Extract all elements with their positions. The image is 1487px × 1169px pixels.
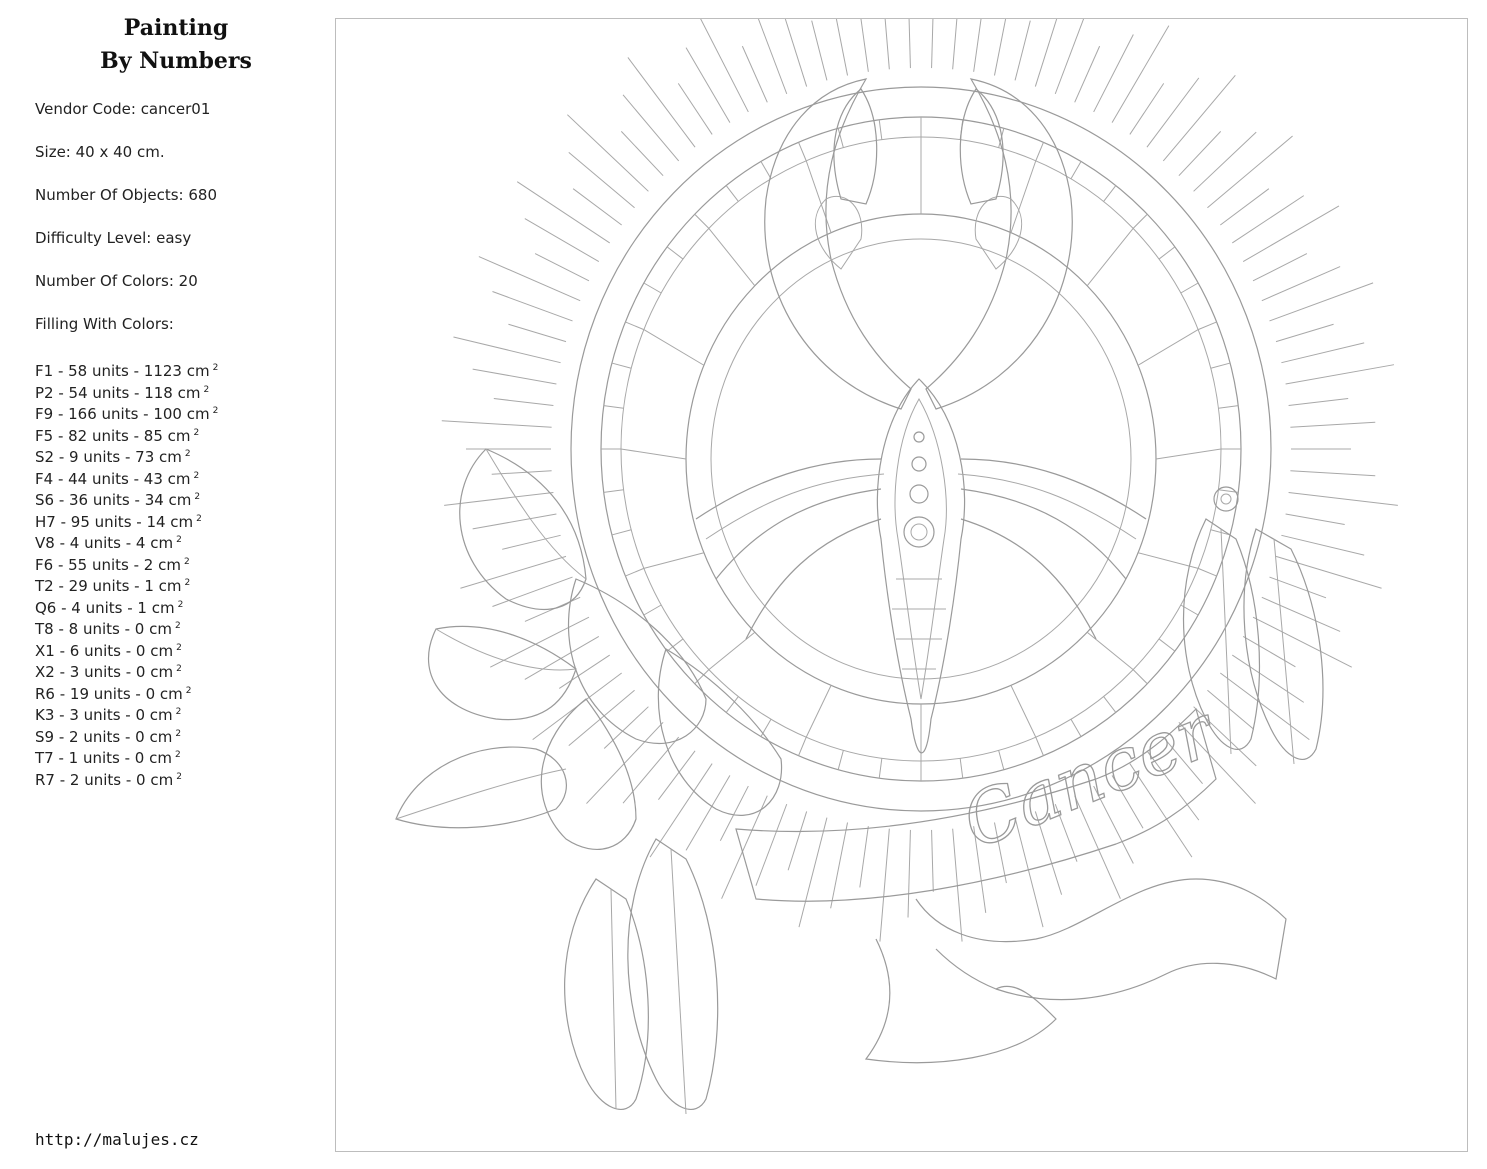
color-item	[35, 724, 218, 746]
sun-ray	[1207, 136, 1292, 208]
sun-ray	[1253, 617, 1352, 667]
filling-heading: Filling With Colors:	[35, 315, 174, 333]
sun-ray	[473, 369, 557, 384]
website-link[interactable]: http://malujes.cz	[35, 1130, 199, 1149]
sun-ray	[460, 556, 566, 588]
size-info: Size: 40 x 40 cm.	[35, 143, 165, 161]
wheel-spoke	[1087, 228, 1133, 285]
wheel-tick	[1159, 639, 1175, 651]
wheel-tick	[1104, 186, 1116, 202]
wheel-spoke	[1087, 632, 1133, 669]
sun-ray	[1286, 514, 1345, 525]
sun-ray	[453, 337, 560, 363]
sun-ray	[1243, 206, 1339, 262]
wheel-spoke	[709, 632, 755, 669]
wheel-tick	[726, 186, 738, 202]
sun-ray	[621, 131, 663, 175]
color-item-unit-exponent: 2	[212, 363, 219, 373]
sun-ray	[1015, 21, 1030, 81]
sun-ray	[1232, 196, 1304, 243]
wheel-tick	[1036, 142, 1044, 160]
sun-ray	[974, 19, 986, 72]
color-item-label: F6 - 55 units - 2 cm	[35, 555, 181, 574]
color-item-unit-exponent: 2	[175, 707, 182, 717]
color-item	[35, 659, 218, 681]
leaves-left	[396, 449, 782, 849]
sun-ray	[559, 655, 609, 688]
sun-ray	[686, 775, 730, 850]
sun-ray	[567, 115, 648, 192]
color-item	[35, 573, 218, 595]
sun-ray	[831, 823, 848, 909]
sun-ray	[628, 57, 695, 147]
sun-ray	[678, 83, 712, 134]
color-item-unit-exponent: 2	[175, 728, 182, 739]
wheel-tick	[1198, 568, 1216, 576]
banner-text: Cancer	[950, 688, 1226, 865]
wheel-tick	[625, 568, 643, 576]
wheel-tick	[761, 719, 771, 736]
color-item	[35, 767, 218, 789]
sun-ray	[1276, 324, 1334, 341]
color-item-label: S2 - 9 units - 73 cm	[35, 448, 182, 466]
sun-ray	[1290, 471, 1375, 476]
wheel-tick	[1133, 214, 1147, 228]
colors-count: Number Of Colors: 20	[35, 272, 198, 290]
coloring-canvas	[335, 18, 1468, 1152]
sun-ray	[742, 46, 767, 102]
wheel-spoke	[806, 685, 831, 737]
sun-ray	[1253, 254, 1307, 281]
sun-ray	[1262, 597, 1340, 631]
wheel-tick	[1133, 670, 1147, 684]
color-item-unit-exponent: 2	[196, 513, 202, 524]
sun-ray	[1281, 535, 1364, 555]
sun-ray	[525, 636, 599, 679]
sun-ray	[1147, 78, 1199, 147]
color-item	[35, 638, 218, 660]
color-item-unit-exponent: 2	[176, 771, 182, 782]
vendor-code: Vendor Code: cancer01	[35, 100, 211, 118]
color-item	[35, 487, 218, 509]
sun-ray	[1130, 83, 1164, 134]
sun-ray	[517, 182, 610, 243]
title-line-2: By Numbers	[100, 48, 252, 74]
wheel-tick	[1181, 283, 1198, 293]
sun-ray	[722, 796, 768, 899]
wheel-tick	[1159, 247, 1175, 259]
sun-ray	[953, 19, 958, 69]
wheel-tick	[1198, 322, 1216, 330]
sun-ray	[658, 751, 695, 800]
sun-ray	[932, 830, 934, 892]
sun-ray	[623, 95, 679, 161]
sun-ray	[932, 19, 935, 68]
sun-ray	[1075, 46, 1100, 102]
sun-ray	[1112, 26, 1169, 123]
color-item-label: T7 - 1 units - 0 cm	[35, 749, 172, 767]
wheel-spoke	[806, 161, 831, 233]
info-sidebar	[0, 0, 320, 1169]
sun-ray	[756, 804, 787, 886]
color-item	[35, 530, 218, 552]
wheel-tick	[644, 283, 661, 293]
sun-ray	[1289, 399, 1349, 406]
sun-ray	[788, 811, 807, 870]
feathers-left	[565, 839, 718, 1114]
sun-ray	[720, 786, 748, 841]
wheel-tick	[612, 363, 631, 368]
sun-ray	[1276, 556, 1382, 588]
wheel-tick	[799, 142, 807, 160]
color-item-label: X2 - 3 units - 0 cm	[35, 663, 174, 681]
sun-ray	[569, 152, 635, 207]
color-item-unit-exponent: 2	[176, 664, 182, 674]
sun-ray	[535, 254, 589, 281]
sun-ray	[1290, 422, 1375, 427]
title-line-1: Painting	[123, 15, 229, 41]
wheel-tick	[604, 406, 624, 409]
sun-ray	[799, 818, 827, 928]
page-title	[28, 12, 324, 78]
sun-ray	[1194, 132, 1257, 191]
wheel-tick	[695, 214, 709, 228]
wheel-spoke	[1011, 161, 1036, 233]
sun-ray	[812, 21, 827, 81]
sun-ray	[853, 19, 869, 72]
color-item-label: T2 - 29 units - 1 cm	[35, 577, 182, 595]
sun-ray	[623, 737, 679, 803]
difficulty-level: Difficulty Level: easy	[35, 229, 192, 247]
sun-ray	[1207, 690, 1253, 729]
color-item-label: R7 - 2 units - 0 cm	[35, 770, 174, 789]
color-item-label: H7 - 95 units - 14 cm	[35, 512, 194, 531]
color-item-unit-exponent: 2	[176, 642, 182, 653]
sun-ray	[1179, 131, 1221, 175]
wheel-spoke	[644, 553, 704, 569]
color-item-label: P2 - 54 units - 118 cm	[35, 383, 201, 402]
wheel-spoke	[644, 330, 704, 366]
color-item	[35, 423, 218, 445]
sun-ray	[502, 535, 560, 549]
color-item-unit-exponent: 2	[183, 556, 190, 567]
color-item-unit-exponent: 2	[203, 384, 210, 395]
sun-ray	[1289, 492, 1398, 505]
sun-ray	[860, 826, 869, 887]
crab-claws	[765, 79, 1073, 409]
color-item	[35, 466, 218, 488]
sun-ray	[492, 292, 572, 321]
sun-ray	[1286, 365, 1394, 384]
color-item	[35, 358, 218, 380]
sun-ray	[586, 722, 663, 803]
color-item	[35, 444, 218, 466]
color-item-label: S6 - 36 units - 34 cm	[35, 491, 192, 509]
wheel-spoke	[1138, 330, 1198, 366]
wheel-spoke	[621, 449, 686, 459]
sun-ray	[908, 830, 910, 918]
sun-ray	[994, 19, 1016, 75]
color-item-label: X1 - 6 units - 0 cm	[35, 641, 174, 660]
sun-ray	[1232, 655, 1304, 702]
objects-count: Number Of Objects: 680	[35, 186, 217, 204]
color-item-unit-exponent: 2	[174, 621, 181, 631]
sun-ray	[573, 189, 622, 225]
sun-ray	[1163, 75, 1235, 161]
sun-ray	[831, 19, 848, 75]
sun-ray	[650, 764, 712, 858]
wheel-tick	[1211, 530, 1230, 535]
wheel-tick	[1071, 161, 1081, 178]
sun-ray	[756, 19, 787, 94]
color-item-unit-exponent: 2	[174, 750, 181, 760]
color-item	[35, 595, 218, 617]
color-item	[35, 380, 218, 402]
sun-ray	[479, 257, 580, 301]
info-list	[35, 98, 217, 356]
color-list	[35, 358, 218, 788]
color-item-label: Q6 - 4 units - 1 cm	[35, 598, 175, 617]
color-item-unit-exponent: 2	[176, 535, 182, 545]
color-item	[35, 552, 218, 574]
cancer-line-art	[336, 19, 1469, 1153]
sun-ray	[569, 690, 635, 745]
sun-ray	[773, 19, 807, 87]
color-item-unit-exponent: 2	[184, 449, 191, 459]
color-item	[35, 745, 218, 767]
sun-ray	[1281, 343, 1364, 363]
color-item-label: K3 - 3 units - 0 cm	[35, 706, 173, 724]
sun-rays	[442, 19, 1398, 942]
color-item-label: R6 - 19 units - 0 cm	[35, 684, 183, 703]
wheel-tick	[612, 530, 631, 535]
wheel-tick	[1211, 363, 1230, 368]
sun-ray	[1035, 19, 1061, 87]
sun-ray	[697, 19, 748, 112]
color-item-unit-exponent: 2	[193, 470, 200, 481]
sun-ray	[1220, 673, 1309, 740]
wheel-spoke	[1156, 449, 1221, 459]
wheel-tick	[625, 322, 643, 330]
sun-ray	[442, 421, 552, 427]
color-item-label: V8 - 4 units - 4 cm	[35, 534, 174, 552]
color-item-label: F4 - 44 units - 43 cm	[35, 469, 191, 488]
sun-ray	[1269, 283, 1373, 321]
color-item-label: F9 - 166 units - 100 cm	[35, 405, 210, 423]
crab-body	[696, 379, 1146, 753]
sun-ray	[1055, 19, 1095, 94]
sun-ray	[494, 399, 554, 406]
wheel-tick	[667, 247, 683, 259]
wheel-tick	[960, 758, 963, 778]
sun-ray	[508, 324, 566, 341]
sun-ray	[525, 219, 599, 262]
sun-ray	[880, 829, 889, 942]
sun-ray	[908, 19, 910, 68]
color-item-label: S9 - 2 units - 0 cm	[35, 727, 173, 746]
banner-ribbon	[736, 687, 1286, 1062]
sun-ray	[686, 48, 730, 123]
color-item-unit-exponent: 2	[194, 492, 201, 502]
wheel-tick	[644, 605, 661, 615]
color-item	[35, 681, 218, 703]
sun-ray	[492, 577, 572, 606]
wheel-tick	[838, 750, 843, 769]
wheel-tick	[799, 737, 807, 755]
sun-ray	[1243, 636, 1295, 666]
color-item-label: T8 - 8 units - 0 cm	[35, 620, 172, 638]
color-item-unit-exponent: 2	[193, 427, 200, 438]
wheel-spoke	[709, 228, 755, 285]
color-item	[35, 509, 218, 531]
sun-ray	[604, 707, 648, 749]
wheel-tick	[879, 758, 882, 778]
sun-ray	[1220, 189, 1269, 225]
sun-ray	[473, 514, 557, 529]
wheel-tick	[1104, 697, 1116, 713]
color-item-unit-exponent: 2	[185, 685, 192, 696]
sun-ray	[490, 617, 589, 667]
wheel-tick	[761, 161, 771, 178]
color-item-unit-exponent: 2	[184, 578, 191, 588]
sun-ray	[884, 19, 889, 69]
color-item-unit-exponent: 2	[177, 599, 184, 610]
color-item	[35, 616, 218, 638]
wheel-tick	[1218, 406, 1238, 409]
color-item	[35, 702, 218, 724]
wheel-tick	[604, 490, 624, 493]
color-item-label: F5 - 82 units - 85 cm	[35, 426, 191, 445]
wheel-spoke	[1011, 685, 1036, 737]
sun-ray	[1262, 267, 1340, 301]
color-item-label: F1 - 58 units - 1123 cm	[35, 362, 210, 380]
color-item-unit-exponent: 2	[212, 406, 219, 416]
wheel-tick	[879, 120, 882, 140]
color-item	[35, 401, 218, 423]
